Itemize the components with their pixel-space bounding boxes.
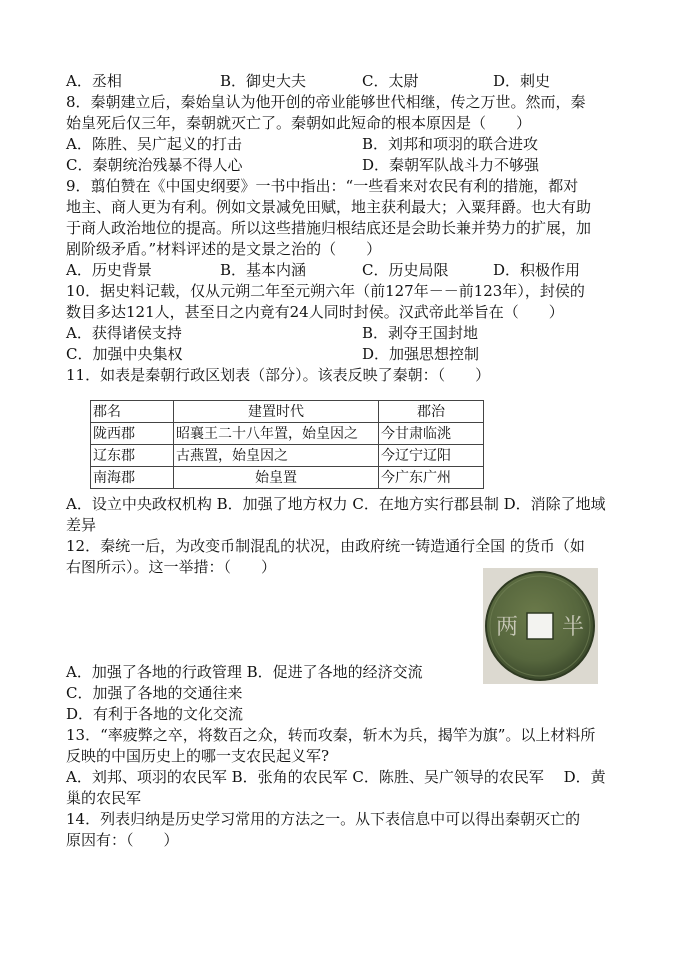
q9-option-c: C．历史局限 xyxy=(362,261,449,279)
q10-option-b: B．剥夺王国封地 xyxy=(362,324,479,342)
q7-option-d: D．刺史 xyxy=(493,72,551,90)
q8-option-a: A．陈胜、吴广起义的打击 xyxy=(66,135,242,153)
q13-options-line2: 巢的农民军 xyxy=(66,789,142,807)
table-cell: 辽东郡 xyxy=(91,445,174,467)
table-header-cell: 建置时代 xyxy=(174,401,379,423)
table-cell: 始皇置 xyxy=(174,467,379,489)
table-header-row xyxy=(91,401,484,423)
q8-option-c: C．秦朝统治残暴不得人心 xyxy=(66,156,243,174)
table-row xyxy=(91,445,484,467)
table-cell: 昭襄王二十八年置，始皇因之 xyxy=(174,423,379,445)
table-row xyxy=(91,467,484,489)
q12-stem-line2: 右图所示）。这一举措：（ ） xyxy=(66,558,277,576)
q12-stem-line1: 12．秦统一后，为改变币制混乱的状况，由政府统一铸造通行全国 的货币（如 xyxy=(66,537,585,555)
q7-option-b: B．御史大夫 xyxy=(220,72,307,90)
q9-line2: 地主、商人更为有利。例如文景减免田赋，地主获利最大；入粟拜爵。也大有助 xyxy=(66,198,592,216)
q14-stem-line1: 14．列表归纳是历史学习常用的方法之一。从下表信息中可以得出秦朝灭亡的 xyxy=(66,810,581,828)
q10-option-d: D．加强思想控制 xyxy=(362,345,480,363)
q12-option-ab: A．加强了各地的行政管理 B．促进了各地的经济交流 xyxy=(66,663,423,681)
table-cell: 今甘肃临洮 xyxy=(379,423,484,445)
q13-stem-line1: 13．“率疲弊之卒，将数百之众，转而攻秦，斩木为兵，揭竿为旗”。以上材料所 xyxy=(66,726,596,744)
q9-option-d: D．积极作用 xyxy=(493,261,581,279)
q12-option-d: D．有利于各地的文化交流 xyxy=(66,705,244,723)
coin-icon xyxy=(483,568,598,684)
q7-option-a: A．丞相 xyxy=(66,72,122,90)
q10-stem-line2: 数目多达121人，甚至日之内竟有24人同时封侯。汉武帝此举旨在（ ） xyxy=(66,303,564,321)
banliang-coin-image xyxy=(483,568,598,684)
q8-option-d: D．秦朝军队战斗力不够强 xyxy=(362,156,540,174)
q10-option-c: C．加强中央集权 xyxy=(66,345,183,363)
table-cell: 古燕置，始皇因之 xyxy=(174,445,379,467)
q8-option-b: B．刘邦和项羽的联合进攻 xyxy=(362,135,539,153)
table-row xyxy=(91,423,484,445)
table-cell: 南海郡 xyxy=(91,467,174,489)
q10-stem-line1: 10．据史料记载，仅从元朔二年至元朔六年（前127年－－前123年），封侯的 xyxy=(66,282,585,300)
q10-option-a: A．获得诸侯支持 xyxy=(66,324,182,342)
q11-options-line1: A．设立中央政权机构 B．加强了地方权力 C．在地方实行郡县制 D．消除了地域 xyxy=(66,495,606,513)
coin-left-char: 两 xyxy=(495,615,519,640)
q8-stem-line1: 8．秦朝建立后，秦始皇认为他开创的帝业能够世代相继，传之万世。然而，秦 xyxy=(66,93,586,111)
table-header-cell: 郡治 xyxy=(379,401,484,423)
q11-stem: 11．如表是秦朝行政区划表（部分）。该表反映了秦朝：（ ） xyxy=(66,366,491,384)
admin-division-table xyxy=(90,400,484,489)
q9-line4: 剧阶级矛盾。”材料评述的是文景之治的（ ） xyxy=(66,240,382,258)
q14-stem-line2: 原因有：（ ） xyxy=(66,831,179,849)
table-cell: 陇西郡 xyxy=(91,423,174,445)
coin-right-char: 半 xyxy=(561,615,585,640)
q9-option-a: A．历史背景 xyxy=(66,261,152,279)
q13-options-line1: A．刘邦、项羽的农民军 B．张角的农民军 C．陈胜、吴广领导的农民军 D．黄 xyxy=(66,768,606,786)
table-cell: 今辽宁辽阳 xyxy=(379,445,484,467)
q9-option-b: B．基本内涵 xyxy=(220,261,307,279)
q9-line3: 于商人政治地位的提高。所以这些措施归根结底还是会助长兼并势力的扩展，加 xyxy=(66,219,592,237)
q13-stem-line2: 反映的中国历史上的哪一支农民起义军? xyxy=(66,747,330,765)
table-header-cell: 郡名 xyxy=(91,401,174,423)
q7-option-c: C．太尉 xyxy=(362,72,419,90)
q9-line1: 9．翦伯赞在《中国史纲要》一书中指出：“一些看来对农民有利的措施，都对 xyxy=(66,177,579,195)
table-cell: 今广东广州 xyxy=(379,467,484,489)
q12-option-c: C．加强了各地的交通往来 xyxy=(66,684,243,702)
q11-options-line2: 差异 xyxy=(66,516,97,534)
q8-stem-line2: 始皇死后仅三年，秦朝就灭亡了。秦朝如此短命的根本原因是（ ） xyxy=(66,114,532,132)
